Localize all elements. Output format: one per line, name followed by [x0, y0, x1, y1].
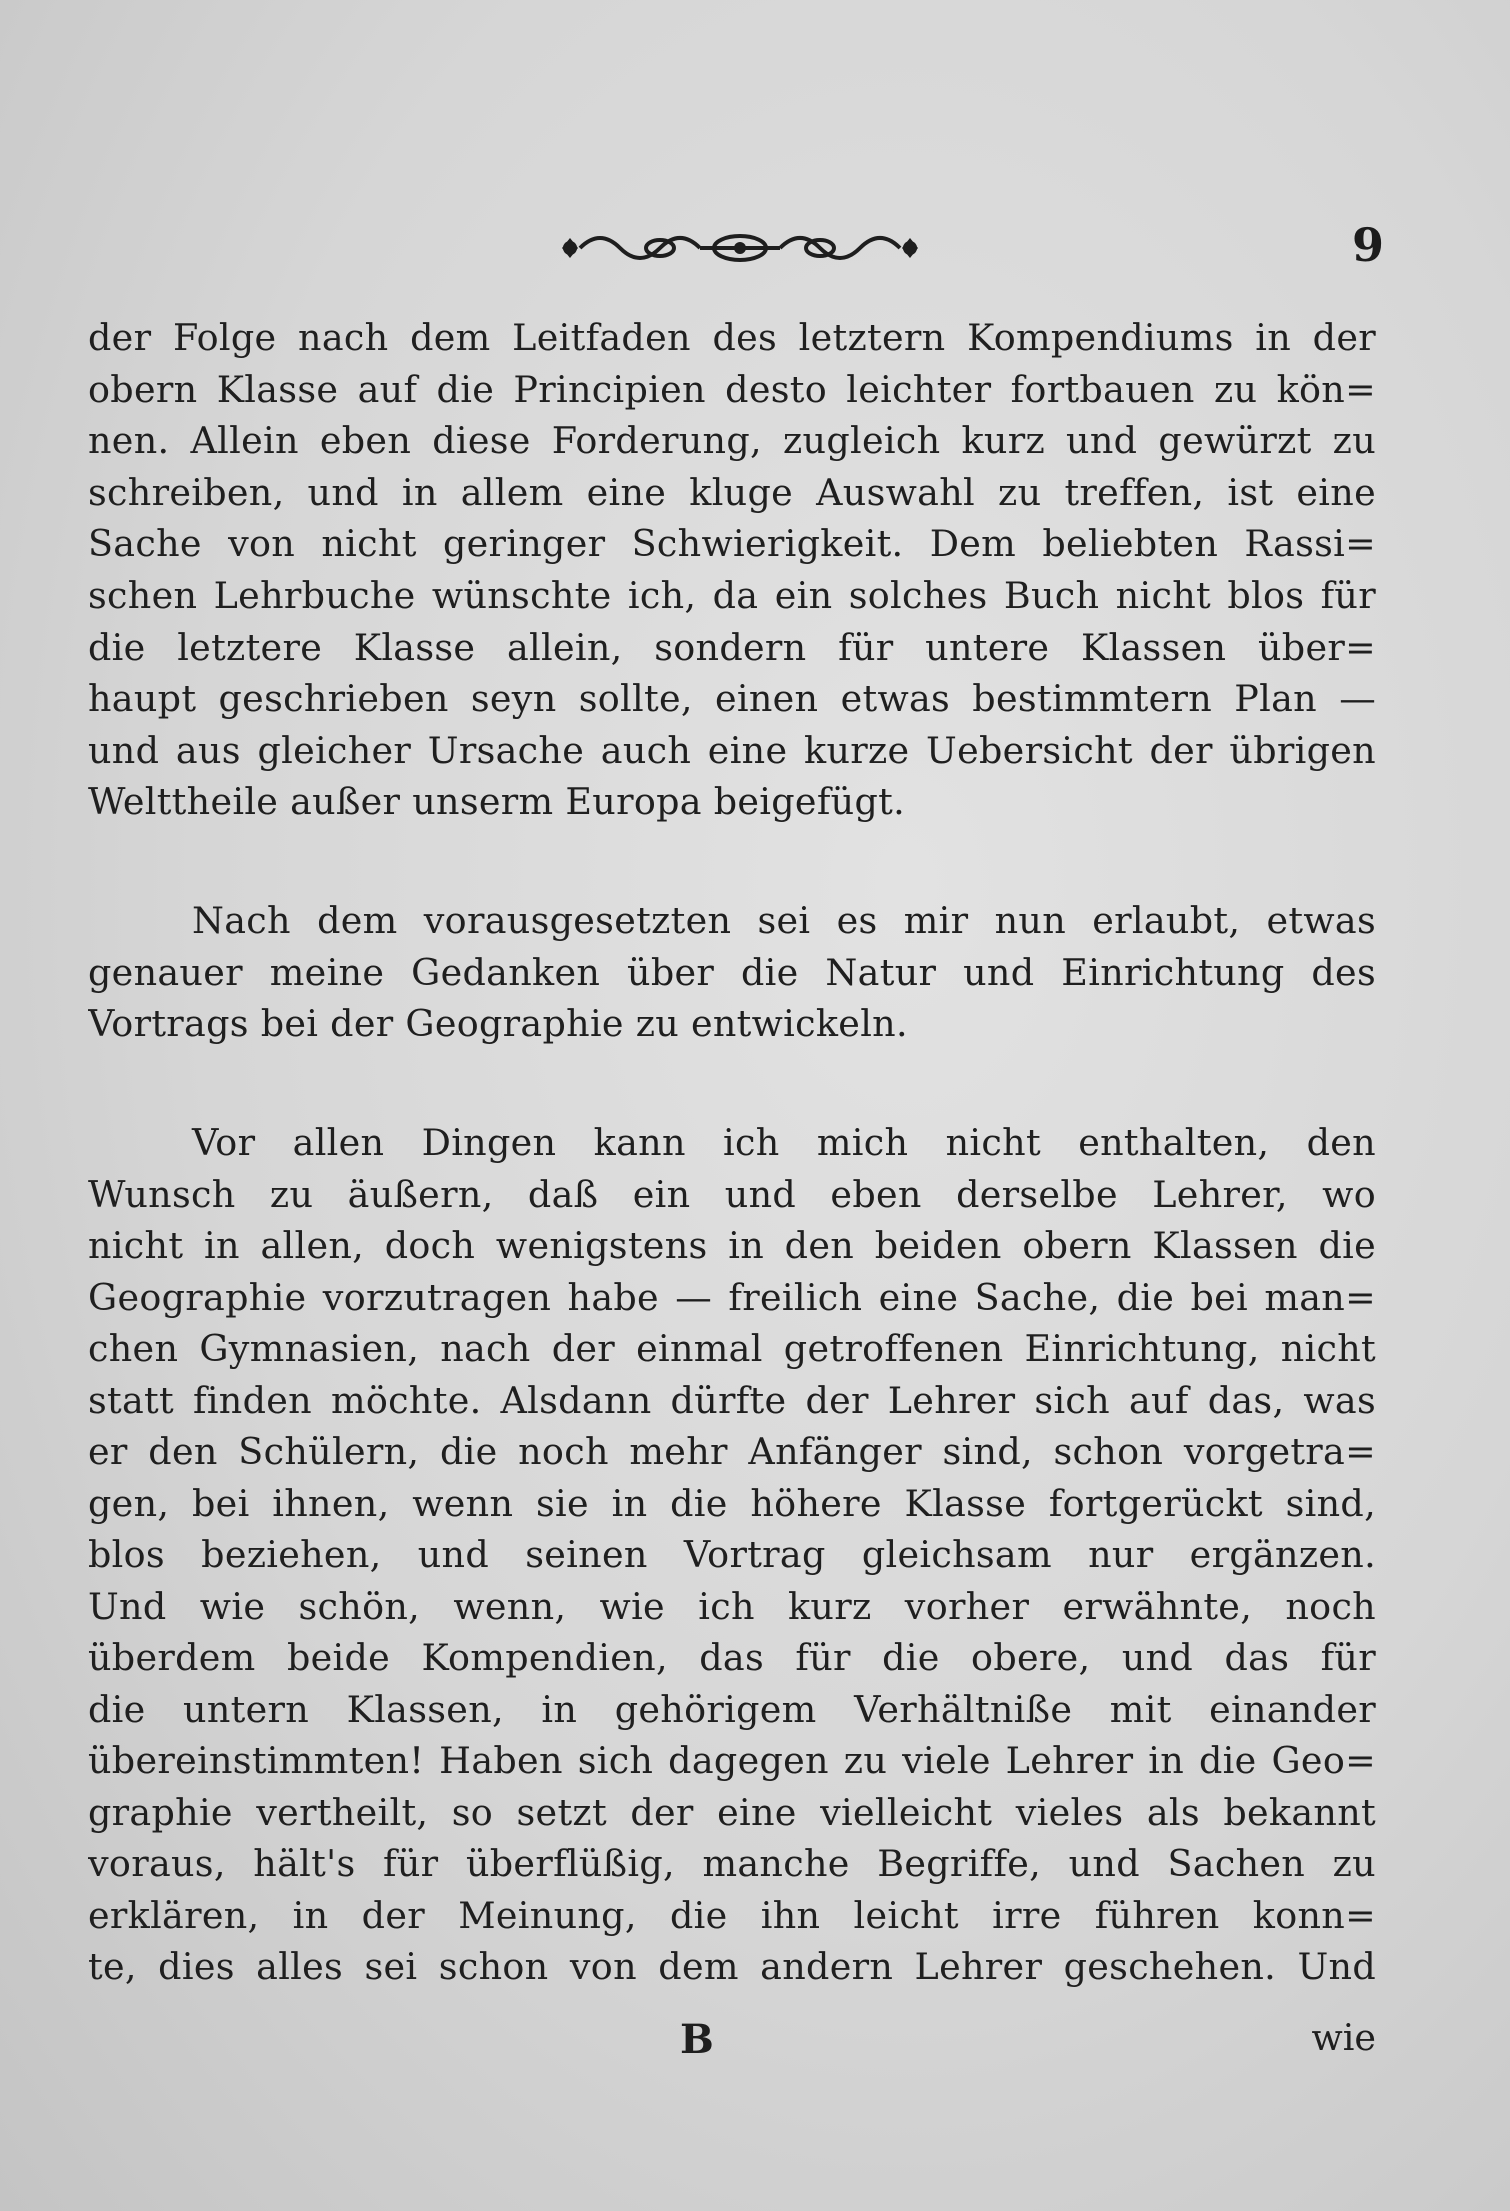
header-ornament: [560, 218, 920, 278]
text-line: überdem beide Kompendien, das für die obere, und das für: [88, 1636, 1376, 1679]
text-line: schreiben, und in allem eine kluge Auswahl zu treffen, ist eine: [88, 470, 1376, 514]
text-line: Geographie vorzutragen habe — freilich eine Sache, die bei man=: [88, 1275, 1376, 1319]
text-line: graphie vertheilt, so setzt der eine vielleicht vieles als bekannt: [88, 1790, 1376, 1834]
page-number: 9: [1351, 218, 1384, 272]
text-line: blos beziehen, und seinen Vortrag gleichsam nur ergänzen.: [88, 1533, 1376, 1576]
text-line: te, dies alles sei schon von dem andern Lehrer geschehen. Und: [88, 1945, 1376, 1988]
text-line: der Folge nach dem Leitfaden des letztern Kompendiums in der: [88, 316, 1376, 359]
text-line: voraus, hält's für überflüßig, manche Begriffe, und Sachen zu: [88, 1842, 1376, 1885]
text-line: schen Lehrbuche wünschte ich, da ein solches Buch nicht blos für: [88, 573, 1376, 617]
text-line: übereinstimmten! Haben sich dagegen zu viele Lehrer in die Geo=: [88, 1739, 1376, 1782]
text-line: die untern Klassen, in gehörigem Verhältniße mit einander: [88, 1687, 1376, 1731]
text-line: haupt geschrieben seyn sollte, einen etwas bestimmtern Plan —: [88, 677, 1376, 721]
text-line: nicht in allen, doch wenigstens in den beiden obern Klassen die: [88, 1224, 1376, 1267]
text-line: Sache von nicht geringer Schwierigkeit. Dem beliebten Rassi=: [88, 522, 1376, 566]
text-line: chen Gymnasien, nach der einmal getroffenen Einrichtung, nicht: [88, 1327, 1376, 1370]
text-line: erklären, in der Meinung, die ihn leicht irre führen konn=: [88, 1893, 1376, 1937]
signature-mark: B: [680, 2016, 714, 2063]
text-line: genauer meine Gedanken über die Natur und Einrichtung des: [88, 950, 1376, 994]
text-line: die letztere Klasse allein, sondern für untere Klassen über=: [88, 625, 1376, 669]
text-line: gen, bei ihnen, wenn sie in die höhere Klasse fortgerückt sind,: [88, 1481, 1376, 1525]
paragraph-1: [88, 312, 1376, 828]
text-line: statt finden möchte. Alsdann dürfte der Lehrer sich auf das, was: [88, 1378, 1376, 1422]
catchword: wie: [1311, 2016, 1376, 2059]
paragraph-2: [88, 895, 1376, 1050]
text-line: obern Klasse auf die Principien desto leichter fortbauen zu kön=: [88, 367, 1376, 411]
text-line: Wunsch zu äußern, daß ein und eben derselbe Lehrer, wo: [88, 1172, 1376, 1216]
paragraph-3: [88, 1117, 1376, 1993]
text-line: nen. Allein eben diese Forderung, zugleich kurz und gewürzt zu: [88, 419, 1376, 463]
text-line: Vor allen Dingen kann ich mich nicht enthalten, den: [192, 1121, 1376, 1164]
text-line: Und wie schön, wenn, wie ich kurz vorher erwähnte, noch: [88, 1584, 1376, 1628]
text-line: und aus gleicher Ursache auch eine kurze Uebersicht der übrigen: [88, 728, 1376, 772]
text-line: Nach dem vorausgesetzten sei es mir nun erlaubt, etwas: [192, 899, 1376, 942]
text-line: er den Schülern, die noch mehr Anfänger sind, schon vorgetra=: [88, 1430, 1376, 1473]
text-line: Welttheile außer unserm Europa beigefügt.: [88, 780, 905, 824]
text-line: Vortrags bei der Geographie zu entwickeln.: [88, 1002, 908, 1046]
